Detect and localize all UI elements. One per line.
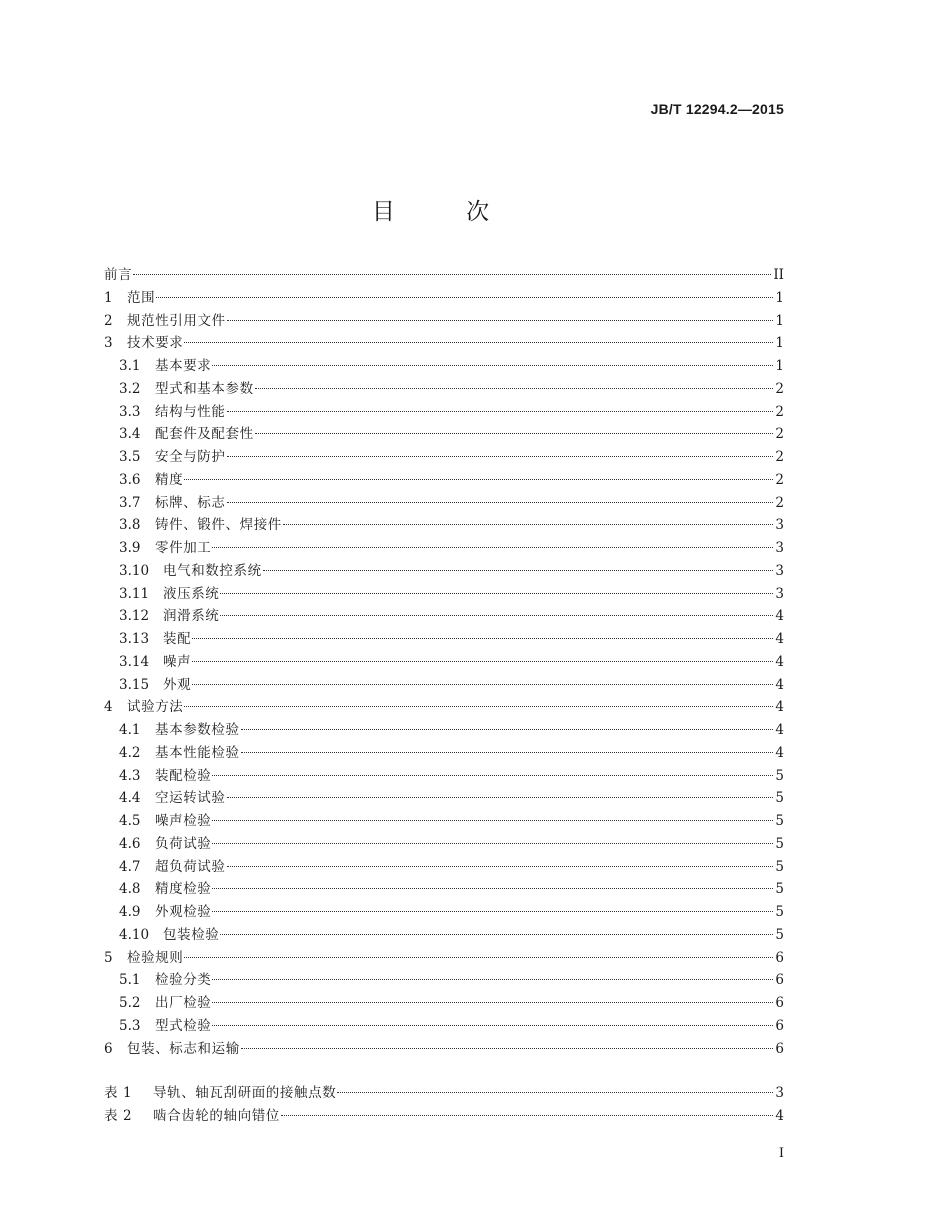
dot-leader: [255, 433, 774, 434]
toc-entry-page: 3: [775, 585, 784, 602]
toc-entry-page: 4: [775, 699, 784, 716]
toc-entry[interactable]: [104, 1015, 784, 1038]
toc-entry-label: 结构与性能: [155, 403, 226, 420]
toc-entry-label: 装配检验: [155, 767, 212, 784]
toc-entry[interactable]: [104, 378, 784, 401]
toc-entry-label: 装配: [163, 631, 192, 647]
toc-entry[interactable]: [104, 492, 784, 515]
toc-entry-page: 5: [775, 881, 784, 898]
toc-entry-page: 5: [775, 926, 784, 943]
toc-entry[interactable]: [104, 560, 784, 583]
toc-entry-page: 5: [775, 835, 784, 852]
toc-entry-label: 前言: [104, 267, 133, 283]
toc-entry[interactable]: [104, 856, 784, 879]
toc-entry[interactable]: [104, 514, 784, 537]
toc-entry[interactable]: [104, 355, 784, 378]
toc-entry-page: 2: [775, 449, 784, 465]
toc-entry-number: 3.2: [119, 380, 141, 397]
toc-entry-label: 基本参数检验: [155, 722, 240, 738]
toc-entry-page: 1: [775, 335, 784, 352]
toc-entry-page: 6: [775, 1040, 784, 1057]
toc-entry-number: 5.3: [119, 1017, 141, 1034]
dot-leader: [184, 706, 773, 707]
toc-entry[interactable]: [104, 696, 784, 719]
toc-entry-label: 型式检验: [155, 1017, 212, 1034]
toc-entry[interactable]: [104, 537, 784, 560]
toc-entry[interactable]: [104, 628, 784, 651]
toc-entry-label: 超负荷试验: [155, 858, 226, 875]
toc-entry-number: 4.7: [119, 858, 141, 875]
toc-entry-number: 3.3: [119, 403, 141, 420]
dot-leader: [184, 342, 773, 343]
dot-leader: [212, 911, 773, 912]
toc-entry-label: 安全与防护: [155, 449, 226, 465]
toc-entry-number: 表 1: [104, 1085, 133, 1102]
toc-entry-number: 5.1: [119, 972, 141, 989]
toc-entry-number: 3.10: [119, 562, 150, 579]
dot-leader: [212, 365, 773, 366]
toc-entry-label: 啮合齿轮的轴向错位: [153, 1108, 280, 1124]
dot-leader: [212, 1025, 773, 1026]
dot-leader: [212, 775, 773, 776]
toc-entry-page: 3: [775, 562, 784, 579]
toc-entry-number: 3.6: [119, 471, 141, 488]
toc-entry-page: 3: [775, 517, 784, 534]
toc-entry[interactable]: [104, 332, 784, 355]
toc-entry-label: 规范性引用文件: [127, 312, 226, 329]
toc-entry-page: 5: [775, 813, 784, 829]
dot-leader: [227, 502, 774, 503]
toc-entry[interactable]: [104, 605, 784, 628]
page-title: 目 次: [371, 199, 522, 225]
toc-entry-label: 零件加工: [155, 540, 212, 556]
toc-entry[interactable]: [104, 924, 784, 947]
toc-entry[interactable]: [104, 423, 784, 446]
toc-entry-page: 6: [775, 972, 784, 989]
toc-entry-page: 1: [775, 312, 784, 329]
toc-entry-number: 5: [104, 949, 113, 966]
toc-entry-number: 3.4: [119, 426, 141, 443]
toc-entry-page: 4: [775, 653, 784, 670]
toc-entry-page: 2: [775, 380, 784, 397]
toc-entry-label: 出厂检验: [155, 995, 212, 1011]
toc-entry-number: 4.9: [119, 904, 141, 920]
toc-entry-number: 4.8: [119, 881, 141, 898]
dot-leader: [241, 752, 774, 753]
toc-entry-page: 5: [775, 790, 784, 807]
table-list-entry[interactable]: [104, 1082, 784, 1105]
toc-entry-label: 外观: [163, 676, 192, 693]
toc-entry-page: 4: [775, 1108, 784, 1124]
toc-entry[interactable]: [104, 742, 784, 765]
toc-entry-label: 试验方法: [127, 699, 184, 716]
toc-entry[interactable]: [104, 947, 784, 970]
toc-entry-page: 4: [775, 631, 784, 647]
toc-entry-number: 3.7: [119, 494, 141, 511]
dot-leader: [227, 411, 774, 412]
dot-leader: [184, 479, 773, 480]
dot-leader: [184, 957, 773, 958]
toc-entry[interactable]: [104, 878, 784, 901]
toc-entry-number: 3.9: [119, 540, 141, 556]
dot-leader: [241, 1048, 774, 1049]
toc-entry-label: 包装、标志和运输: [127, 1040, 240, 1057]
toc-entry-number: 3.5: [119, 449, 141, 465]
toc-entry-label: 检验规则: [127, 949, 184, 966]
dot-leader: [227, 456, 774, 457]
toc-entry-number: 3.1: [119, 358, 141, 374]
toc-entry[interactable]: [104, 787, 784, 810]
dot-leader: [227, 866, 774, 867]
toc-entry-number: 1: [104, 289, 113, 306]
table-of-contents: [104, 264, 784, 1128]
dot-leader: [227, 797, 774, 798]
toc-entry-label: 外观检验: [155, 904, 212, 920]
toc-entry-page: II: [773, 267, 784, 283]
toc-entry[interactable]: [104, 765, 784, 788]
toc-entry-number: 3: [104, 335, 113, 352]
toc-entry-label: 配套件及配套性: [155, 426, 254, 443]
dot-leader: [263, 570, 774, 571]
toc-entry[interactable]: [104, 446, 784, 469]
toc-entry-page: 6: [775, 949, 784, 966]
toc-entry-label: 液压系统: [163, 585, 220, 602]
dot-leader: [156, 297, 773, 298]
toc-entry[interactable]: [104, 719, 784, 742]
toc-entry-number: 2: [104, 312, 113, 329]
toc-entry-label: 负荷试验: [155, 835, 212, 852]
dot-leader: [220, 593, 773, 594]
toc-entry-label: 空运转试验: [155, 790, 226, 807]
dot-leader: [212, 1002, 773, 1003]
toc-entry-label: 润滑系统: [163, 608, 220, 625]
toc-entry[interactable]: [104, 469, 784, 492]
toc-entry-number: 4.4: [119, 790, 141, 807]
toc-entry-label: 电气和数控系统: [163, 562, 262, 579]
toc-entry-page: 2: [775, 403, 784, 420]
toc-entry-label: 铸件、锻件、焊接件: [155, 517, 282, 534]
toc-entry-page: 5: [775, 904, 784, 920]
toc-entry-number: 4.2: [119, 744, 141, 761]
toc-entry-page: 4: [775, 744, 784, 761]
toc-entry-number: 4.1: [119, 722, 141, 738]
dot-leader: [212, 979, 773, 980]
toc-entry[interactable]: [104, 810, 784, 833]
toc-entry[interactable]: [104, 901, 784, 924]
toc-entry-page: 4: [775, 676, 784, 693]
toc-entry-page: 2: [775, 494, 784, 511]
toc-entry-number: 3.11: [119, 585, 150, 602]
toc-entry-number: 4.10: [119, 926, 150, 943]
toc-entry-page: 5: [775, 858, 784, 875]
toc-entry-label: 技术要求: [127, 335, 184, 352]
dot-leader: [255, 388, 774, 389]
toc-entry[interactable]: [104, 992, 784, 1015]
dot-leader: [192, 661, 773, 662]
toc-entry-label: 基本性能检验: [155, 744, 240, 761]
toc-entry-page: 3: [775, 540, 784, 556]
toc-entry-label: 基本要求: [155, 358, 212, 374]
toc-entry[interactable]: [104, 401, 784, 424]
toc-entry-number: 5.2: [119, 995, 141, 1011]
toc-entry[interactable]: [104, 1038, 784, 1061]
toc-entry-number: 3.8: [119, 517, 141, 534]
toc-entry-page: 3: [775, 1085, 784, 1102]
dot-leader: [220, 615, 773, 616]
toc-entry-number: 4.6: [119, 835, 141, 852]
toc-entry-label: 型式和基本参数: [155, 380, 254, 397]
toc-entry-label: 噪声: [163, 653, 192, 670]
dot-leader: [192, 684, 773, 685]
dot-leader: [192, 638, 773, 639]
toc-entry-page: 4: [775, 722, 784, 738]
dot-leader: [281, 1115, 774, 1116]
toc-entry-label: 范围: [127, 289, 156, 306]
toc-entry[interactable]: [104, 674, 784, 697]
standard-code: JB/T 12294.2—2015: [650, 101, 784, 117]
dot-leader: [133, 274, 771, 275]
table-list-entry[interactable]: [104, 1105, 784, 1128]
toc-entry[interactable]: [104, 833, 784, 856]
toc-entry-number: 3.13: [119, 631, 150, 647]
toc-entry-page: 4: [775, 608, 784, 625]
toc-entry-label: 精度检验: [155, 881, 212, 898]
toc-entry[interactable]: [104, 310, 784, 333]
toc-entry-page: 1: [775, 358, 784, 374]
dot-leader: [212, 820, 773, 821]
toc-entry[interactable]: [104, 264, 784, 287]
toc-entry-page: 1: [775, 289, 784, 306]
toc-entry-number: 6: [104, 1040, 113, 1057]
toc-entry-label: 检验分类: [155, 972, 212, 989]
toc-entry-page: 2: [775, 426, 784, 443]
toc-entry-page: 6: [775, 1017, 784, 1034]
dot-leader: [212, 843, 773, 844]
toc-entry-label: 导轨、轴瓦刮研面的接触点数: [153, 1085, 337, 1102]
toc-entry-label: 精度: [155, 471, 184, 488]
toc-entry-number: 表 2: [104, 1108, 133, 1124]
toc-entry-number: 4: [104, 699, 113, 716]
dot-leader: [212, 888, 773, 889]
toc-entry-number: 4.5: [119, 813, 141, 829]
toc-entry[interactable]: [104, 287, 784, 310]
dot-leader: [212, 547, 773, 548]
toc-entry-page: 5: [775, 767, 784, 784]
toc-entry-page: 2: [775, 471, 784, 488]
toc-entry[interactable]: [104, 651, 784, 674]
section-gap: [104, 1060, 784, 1082]
toc-entry-label: 噪声检验: [155, 813, 212, 829]
dot-leader: [283, 524, 774, 525]
toc-entry-number: 3.12: [119, 608, 150, 625]
toc-entry-label: 标牌、标志: [155, 494, 226, 511]
toc-entry-number: 3.15: [119, 676, 150, 693]
dot-leader: [241, 729, 774, 730]
dot-leader: [227, 320, 774, 321]
page-number: I: [778, 1146, 784, 1161]
toc-entry-page: 6: [775, 995, 784, 1011]
toc-entry-number: 3.14: [119, 653, 150, 670]
toc-entry[interactable]: [104, 969, 784, 992]
dot-leader: [220, 934, 773, 935]
dot-leader: [337, 1092, 773, 1093]
toc-entry[interactable]: [104, 583, 784, 606]
toc-entry-label: 包装检验: [163, 926, 220, 943]
toc-entry-number: 4.3: [119, 767, 141, 784]
